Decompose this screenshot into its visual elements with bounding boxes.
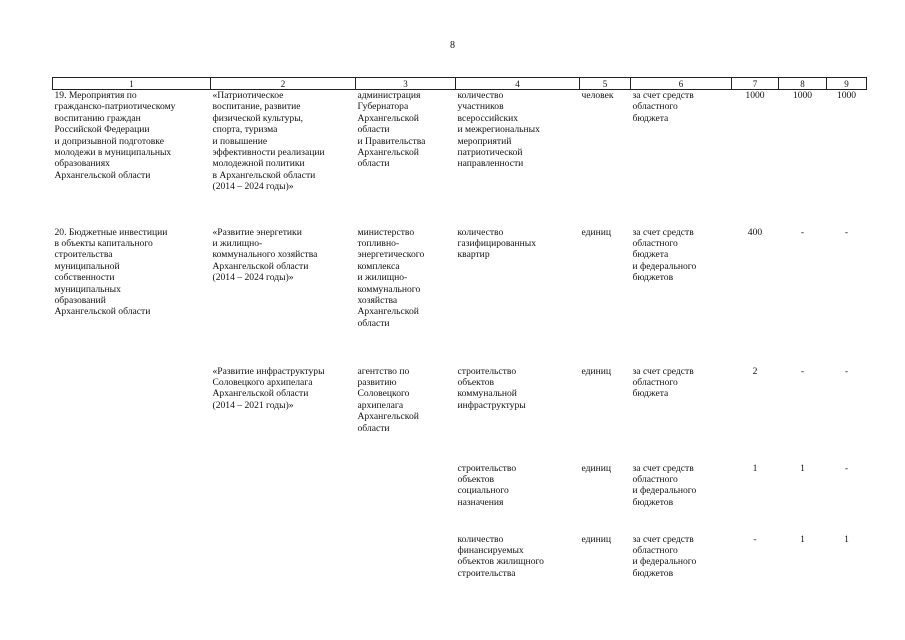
unit-cell: человек (581, 90, 614, 101)
funding-source-cell: за счет средств областного бюджета (632, 90, 694, 124)
table-row (53, 463, 867, 534)
column-header: 4 (456, 78, 580, 90)
column-header: 5 (580, 78, 631, 90)
measure-cell: 20. Бюджетные инвестиции в объекты капитального строительства муниципальной собственности муниципальных образований Архангельской области (54, 226, 168, 318)
column-header: 8 (779, 78, 827, 90)
value-cell: - (844, 226, 849, 238)
page-number: 8 (450, 40, 455, 51)
program-table (52, 77, 867, 594)
measure-cell (53, 366, 211, 463)
column-header: 9 (827, 78, 867, 90)
value-cell: 1000 (792, 90, 813, 101)
funding-source-cell: за счет средств областного и федерального бюджетов (632, 462, 697, 508)
value-cell: - (753, 533, 757, 545)
funding-source-cell: за счет средств областного бюджета и федерального бюджетов (632, 226, 697, 284)
column-header: 6 (631, 78, 732, 90)
funding-source-cell: за счет средств областного бюджета (632, 365, 694, 400)
column-header: 7 (732, 78, 779, 90)
value-cell: - (844, 365, 849, 377)
value-cell: 1000 (745, 90, 765, 101)
program-cell (211, 463, 356, 534)
executor-cell: администрация Губернатора Архангельской области и Правительства Архангельской области (357, 90, 426, 170)
executor-cell (356, 463, 456, 534)
unit-cell: единиц (581, 226, 612, 238)
funding-source-cell: за счет средств областного и федерального бюджетов (632, 533, 697, 579)
table-row (53, 227, 867, 366)
column-header: 1 (53, 78, 211, 90)
value-cell: - (844, 462, 849, 474)
column-header: 2 (211, 78, 356, 90)
executor-cell (356, 534, 456, 594)
unit-cell: единиц (581, 533, 612, 545)
table-row (53, 534, 867, 594)
value-cell: 1 (800, 462, 805, 474)
value-cell: 1 (800, 533, 805, 545)
unit-cell: единиц (581, 365, 612, 377)
measure-cell: 19. Мероприятия по гражданско-патриотическому воспитанию граждан Российской Федерации и допризывной подготовке молодежи в муниципальных образованиях Архангельской области (54, 90, 176, 181)
program-cell: «Развитие энергетики и жилищно- коммунального хозяйства Архангельской области (2014 – 2024 годы)» (212, 226, 318, 284)
measure-cell (53, 534, 211, 594)
column-header: 3 (356, 78, 456, 90)
indicator-cell: строительство объектов коммунальной инфраструктуры (457, 365, 526, 411)
indicator-cell: количество участников всероссийских и межрегиональных мероприятий патриотической направленности (457, 90, 540, 170)
indicator-cell: строительство объектов социального назначения (457, 462, 517, 508)
value-cell: 1000 (836, 90, 857, 101)
value-cell: 400 (747, 226, 763, 238)
table-row (53, 366, 867, 463)
value-cell: - (800, 226, 805, 238)
value-cell: 2 (752, 365, 758, 377)
program-cell: «Патриотическое воспитание, развитие физической культуры, спорта, туризма и повышение эффективности реализации молодежной политики в Архангельской области (2014 – 2024 годы)» (212, 90, 325, 193)
value-cell: 1 (844, 533, 849, 545)
indicator-cell: количество финансируемых объектов жилищного строительства (457, 533, 544, 579)
table-row (53, 90, 867, 227)
unit-cell: единиц (581, 462, 612, 474)
indicator-cell: количество газифицированных квартир (457, 226, 537, 261)
executor-cell: министерство топливно- энергетического комплекса и жилищно- коммунального хозяйства Архангельской области (357, 226, 425, 329)
value-cell: - (800, 365, 805, 377)
program-cell (211, 534, 356, 594)
header-row (53, 78, 867, 90)
program-cell: «Развитие инфраструктуры Соловецкого архипелага Архангельской области (2014 – 2021 годы)» (212, 365, 325, 411)
value-cell: 1 (752, 462, 758, 474)
executor-cell: агентство по развитию Соловецкого архипелага Архангельской области (357, 365, 419, 434)
measure-cell (53, 463, 211, 534)
